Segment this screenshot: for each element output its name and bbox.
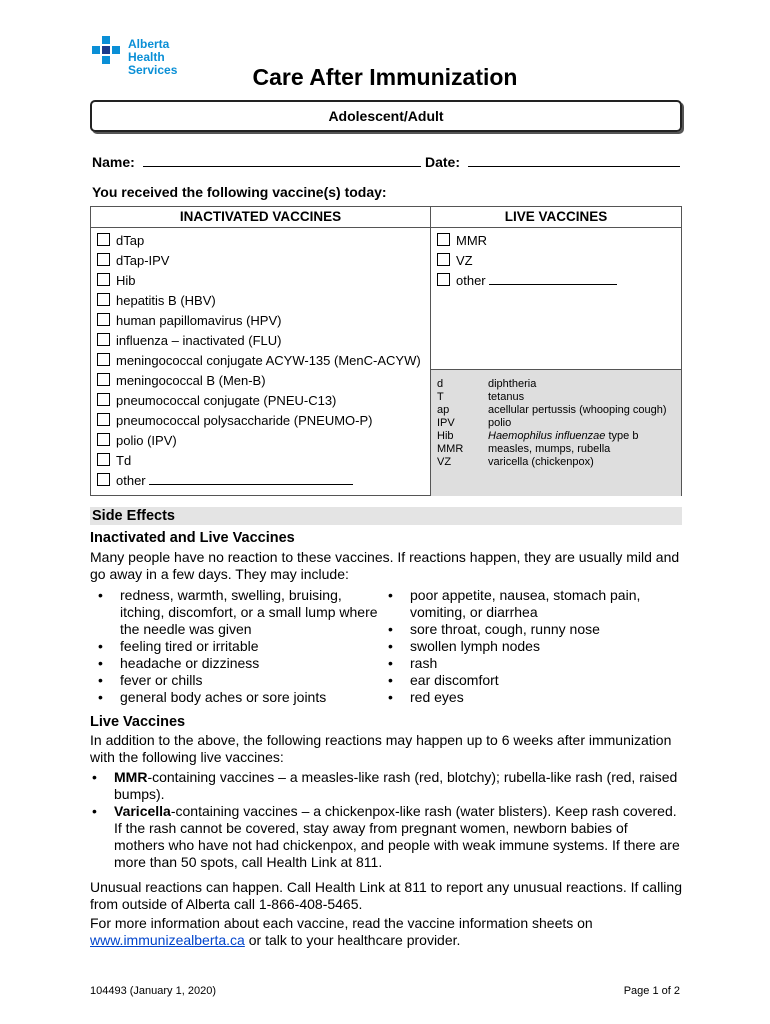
logo-line2: Services: [128, 63, 178, 77]
vaccine-label: dTap-IPV: [116, 253, 170, 268]
side-effects-left-list: [90, 587, 380, 706]
list-item: • feeling tired or irritable: [90, 638, 380, 655]
legend-row: MMR measles, mumps, rubella: [437, 443, 611, 455]
vaccine-label: polio (IPV): [116, 433, 177, 448]
checkbox[interactable]: [97, 233, 110, 246]
vaccine-label: VZ: [456, 253, 473, 268]
date-label: Date:: [425, 154, 461, 170]
list-item: • sore throat, cough, runny nose: [380, 621, 680, 638]
side-effects-heading: Side Effects: [90, 507, 682, 525]
checkbox[interactable]: [97, 373, 110, 386]
list-item: • redness, warmth, swelling, bruising, itching, discomfort, or a small lump where the needle was given: [90, 587, 380, 638]
list-item-varicella: • Varicella-containing vaccines – a chickenpox-like rash (water blisters). Keep rash covered. If the rash cannot be covered, stay away from pregnant women, newborn babies of mothers who have not had chickenpox, and people with weak immune systems. If there are more than 50 spots, call Health Link at 811.: [84, 803, 682, 871]
list-item: • rash: [380, 655, 680, 672]
checkbox[interactable]: [437, 273, 450, 286]
vaccine-item[interactable]: [437, 251, 617, 271]
list-item: • fever or chills: [90, 672, 380, 689]
document-id: 104493 (January 1, 2020): [90, 985, 216, 997]
checkbox[interactable]: [97, 433, 110, 446]
vaccine-item-other[interactable]: [97, 471, 421, 491]
list-item: • swollen lymph nodes: [380, 638, 680, 655]
checkbox[interactable]: [97, 273, 110, 286]
checkbox[interactable]: [97, 453, 110, 466]
audience-banner: Adolescent/Adult: [90, 100, 682, 132]
list-item: • red eyes: [380, 689, 680, 706]
checkbox[interactable]: [437, 233, 450, 246]
page-number: Page 1 of 2: [623, 985, 680, 997]
vaccine-item[interactable]: [97, 371, 421, 391]
vaccine-label: MMR: [456, 233, 488, 248]
vaccine-item[interactable]: [97, 311, 421, 331]
vaccine-item[interactable]: [97, 251, 421, 271]
abbreviation-legend: [431, 369, 681, 496]
list-item: • headache or dizziness: [90, 655, 380, 672]
live-list: [437, 231, 617, 291]
page-title: Care After Immunization: [252, 64, 518, 90]
immunize-alberta-link[interactable]: www.immunizealberta.ca: [90, 932, 245, 948]
name-field[interactable]: [92, 152, 421, 170]
checkbox[interactable]: [97, 333, 110, 346]
vaccine-label: Td: [116, 453, 132, 468]
vaccine-item[interactable]: [97, 431, 421, 451]
inactivated-live-heading: Inactivated and Live Vaccines: [90, 530, 295, 546]
vaccine-label: Hib: [116, 273, 136, 288]
vaccine-item-other[interactable]: [437, 271, 617, 291]
legend-row: d diphtheria: [437, 378, 537, 390]
live-effects-list: [84, 769, 682, 871]
vaccine-label: human papillomavirus (HPV): [116, 313, 282, 328]
logo-line1: Alberta Health: [128, 37, 170, 64]
vaccine-item[interactable]: [97, 271, 421, 291]
vaccine-item[interactable]: [437, 231, 617, 251]
vaccine-label: hepatitis B (HBV): [116, 293, 216, 308]
legend-row: VZ varicella (chickenpox): [437, 456, 594, 468]
logo-cross-top: [102, 36, 110, 44]
list-item: • poor appetite, nausea, stomach pain, vomiting, or diarrhea: [380, 587, 680, 621]
checkbox[interactable]: [97, 473, 110, 486]
live-vaccines-heading: Live Vaccines: [90, 714, 186, 730]
logo-cross-bottom: [102, 56, 110, 64]
date-input-line[interactable]: [468, 152, 680, 167]
more-info-text: For more information about each vaccine, read the vaccine information sheets on www.immunizealberta.ca or talk to your healthcare provider.: [90, 915, 593, 948]
vaccine-label: pneumococcal conjugate (PNEU-C13): [116, 393, 337, 408]
checkbox[interactable]: [97, 313, 110, 326]
vaccine-label: pneumococcal polysaccharide (PNEUMO-P): [116, 413, 373, 428]
side-effects-right-list: [380, 587, 680, 706]
vaccine-item[interactable]: [97, 351, 421, 371]
legend-row: T tetanus: [437, 391, 525, 403]
vaccine-label: meningococcal conjugate ACYW-135 (MenC-ACYW): [116, 353, 421, 368]
unusual-reactions-text: Unusual reactions can happen. Call Health Link at 811 to report any unusual reactions. If calling from outside of Alberta call 1-866-408-5465.: [90, 879, 682, 912]
vaccine-item[interactable]: [97, 231, 421, 251]
name-label: Name:: [92, 154, 135, 170]
other-input-line[interactable]: [149, 473, 353, 485]
vaccine-item[interactable]: [97, 391, 421, 411]
legend-row: Hib Haemophilus influenzae type b: [437, 430, 639, 442]
other-input-line[interactable]: [489, 273, 617, 285]
vaccine-item[interactable]: [97, 411, 421, 431]
checkbox[interactable]: [437, 253, 450, 266]
vaccine-label: other: [456, 273, 486, 288]
vaccine-item[interactable]: [97, 291, 421, 311]
date-field[interactable]: [425, 152, 680, 170]
vaccine-label: meningococcal B (Men-B): [116, 373, 266, 388]
vaccine-table: [90, 206, 682, 496]
logo-cross-center: [102, 46, 110, 54]
checkbox[interactable]: [97, 293, 110, 306]
vaccine-item[interactable]: [97, 331, 421, 351]
inactivated-header: INACTIVATED VACCINES: [91, 207, 430, 228]
vaccine-item[interactable]: [97, 451, 421, 471]
checkbox[interactable]: [97, 253, 110, 266]
inactivated-live-intro: Many people have no reaction to these vaccines. If reactions happen, they are usually mild and go away in a few days. They may include:: [90, 549, 680, 582]
vaccines-intro: You received the following vaccine(s) today:: [92, 184, 387, 200]
live-vaccines-intro: In addition to the above, the following reactions may happen up to 6 weeks after immunization with the following live vaccines:: [90, 732, 672, 765]
checkbox[interactable]: [97, 353, 110, 366]
vaccine-label: influenza – inactivated (FLU): [116, 333, 282, 348]
logo-cross-right: [112, 46, 120, 54]
list-item: • ear discomfort: [380, 672, 680, 689]
legend-row: ap acellular pertussis (whooping cough): [437, 404, 667, 416]
logo-cross-left: [92, 46, 100, 54]
checkbox[interactable]: [97, 413, 110, 426]
live-header: LIVE VACCINES: [431, 207, 681, 228]
checkbox[interactable]: [97, 393, 110, 406]
legend-row: IPV polio: [437, 417, 512, 429]
vaccine-label: other: [116, 473, 146, 488]
inactivated-list: [97, 231, 421, 491]
list-item: • general body aches or sore joints: [90, 689, 380, 706]
vaccine-label: dTap: [116, 233, 145, 248]
list-item-mmr: • MMR-containing vaccines – a measles-like rash (red, blotchy); rubella-like rash (red, raised bumps).: [84, 769, 682, 803]
name-input-line[interactable]: [143, 152, 421, 167]
